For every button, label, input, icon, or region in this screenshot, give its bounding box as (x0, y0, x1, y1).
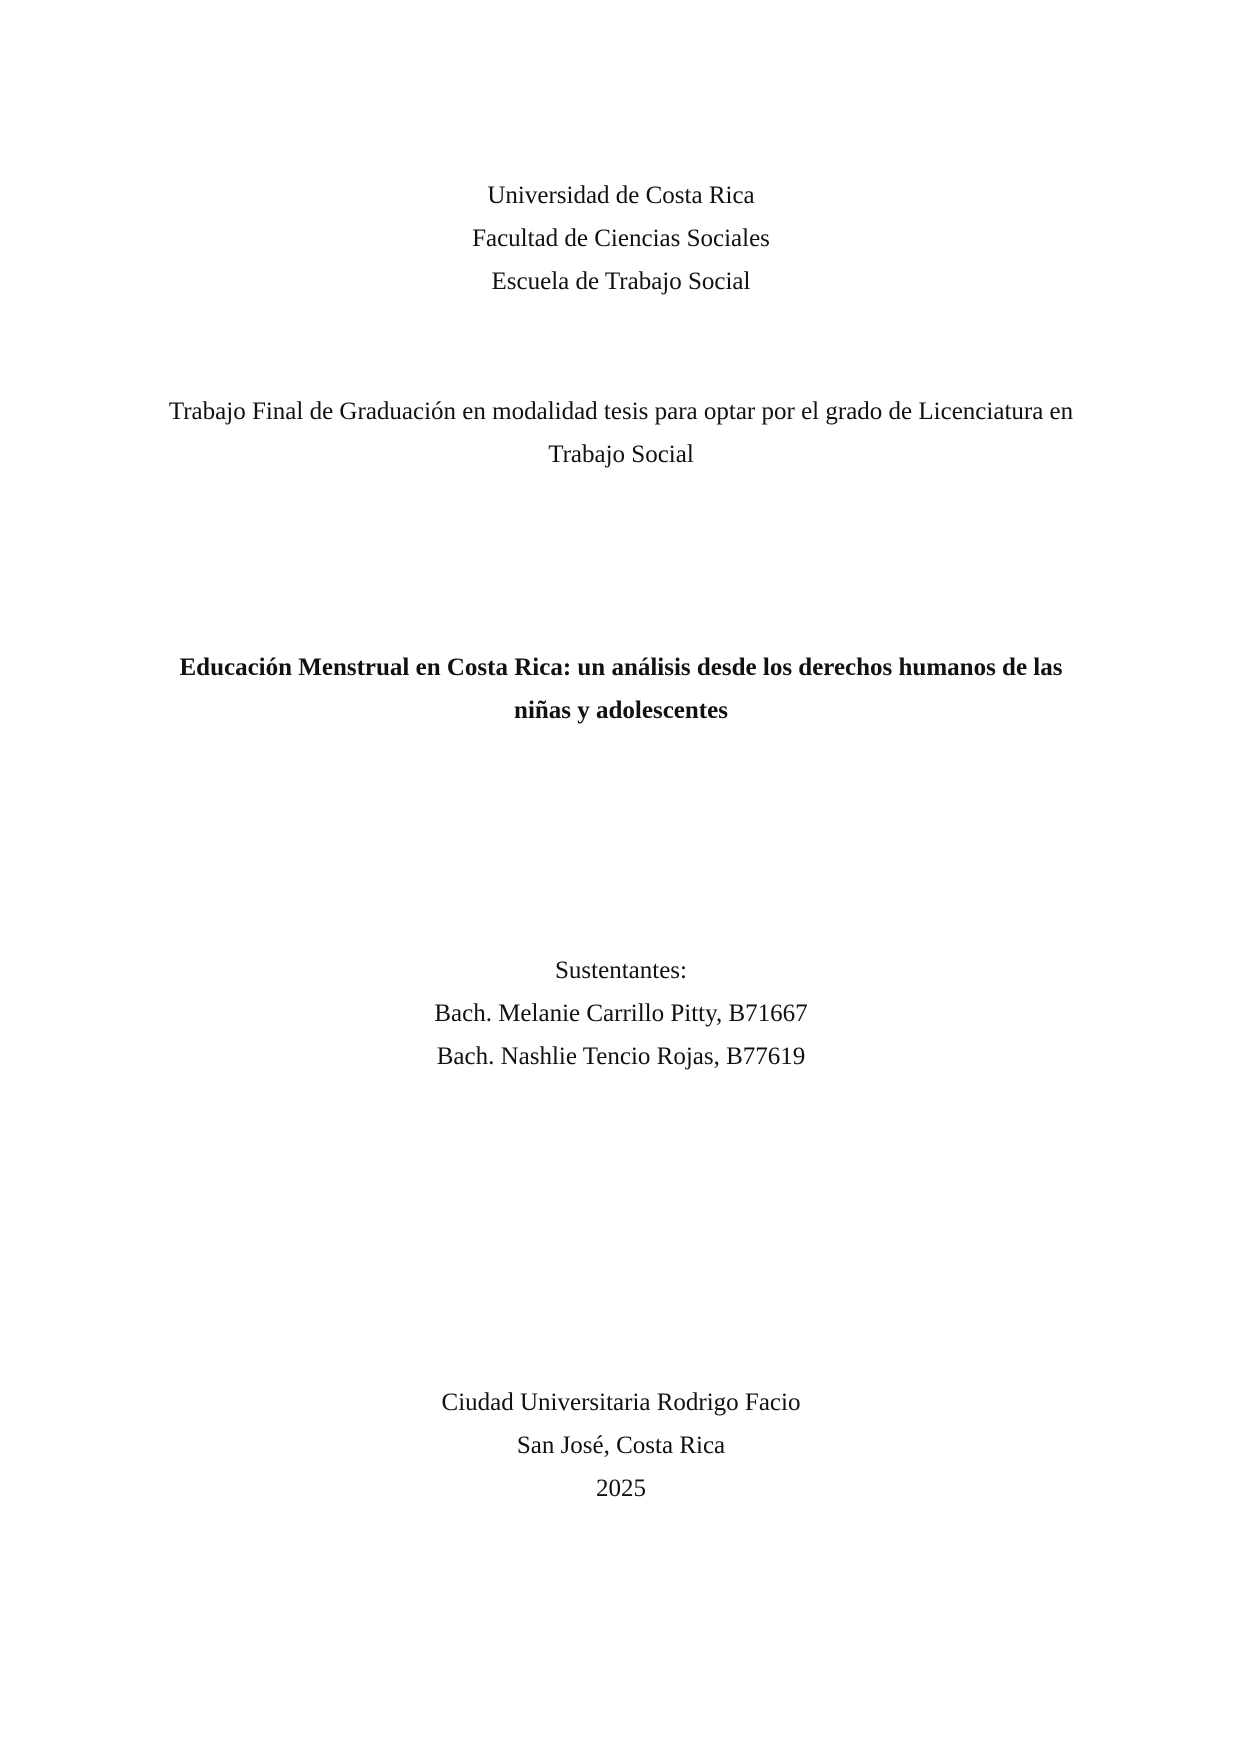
author-2: Bach. Nashlie Tencio Rojas, B77619 (436, 1043, 806, 1070)
year: 2025 (596, 1475, 646, 1502)
authors-heading: Sustentantes: (555, 957, 687, 984)
thesis-title-line-2: niñas y adolescentes (514, 697, 728, 724)
city-name: San José, Costa Rica (516, 1432, 726, 1459)
author-1: Bach. Melanie Carrillo Pitty, B71667 (434, 1000, 808, 1027)
campus-name: Ciudad Universitaria Rodrigo Facio (441, 1389, 801, 1416)
degree-line-1: Trabajo Final de Graduación en modalidad tesis para optar por el grado de Licenciatura en (168, 398, 1074, 425)
school-name: Escuela de Trabajo Social (491, 268, 751, 295)
thesis-title-line-1: Educación Menstrual en Costa Rica: un análisis desde los derechos humanos de las (179, 654, 1063, 681)
university-name: Universidad de Costa Rica (487, 182, 755, 209)
degree-line-2: Trabajo Social (548, 441, 694, 468)
faculty-name: Facultad de Ciencias Sociales (472, 225, 770, 252)
